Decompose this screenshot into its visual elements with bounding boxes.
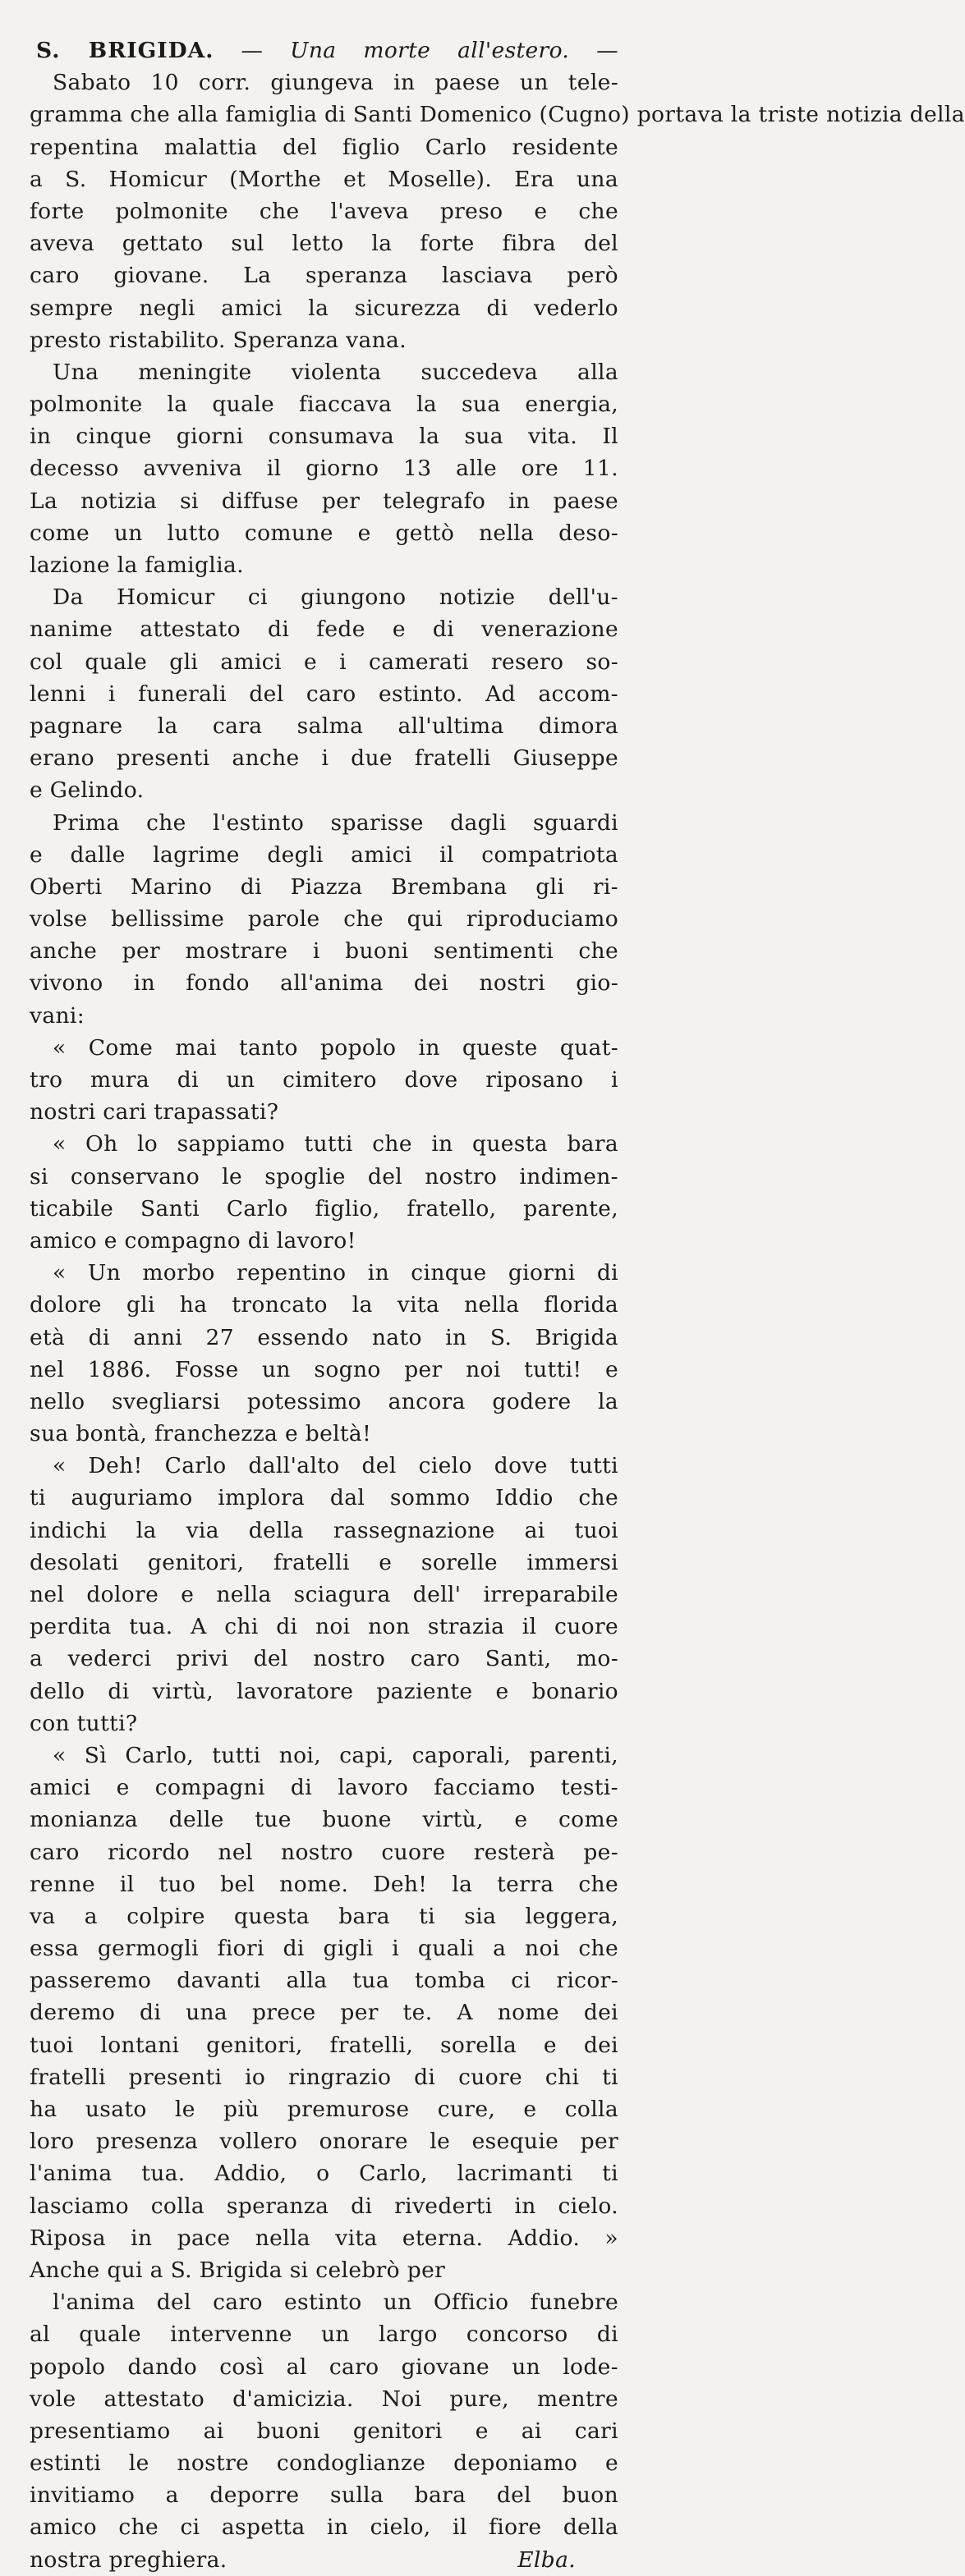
article-heading: S. BRIGIDA.	[36, 38, 214, 63]
text-line: ti auguriamo implora dal sommo Iddio che	[30, 1485, 618, 1511]
text-line: a S. Homicur (Morthe et Moselle). Era una	[30, 166, 618, 192]
text-line: deremo di una prece per te. A nome dei	[30, 2000, 618, 2026]
text-line: sua bontà, franchezza e beltà!	[30, 1421, 372, 1447]
article-body	[30, 66, 965, 2576]
text-line: Oberti Marino di Piazza Brembana gli ri-	[30, 873, 618, 900]
text-line: Una meningite violenta succedeva alla	[53, 359, 618, 385]
text-line: a vederci privi del nostro caro Santi, mo-	[30, 1646, 618, 1672]
text-line: in cinque giorni consumava la sua vita. Il	[30, 424, 618, 450]
text-line: Anche qui a S. Brigida si celebrò per	[30, 2257, 446, 2283]
text-line: dolore gli ha troncato la vita nella florida	[30, 1292, 618, 1318]
text-line: amici e compagni di lavoro facciamo testi-	[30, 1775, 618, 1801]
text-line: Sabato 10 corr. giungeva in paese un tele-	[53, 70, 618, 96]
text-line: al quale intervenne un largo concorso di	[30, 2322, 618, 2348]
text-line	[30, 2544, 618, 2576]
text-line: lasciamo colla speranza di rivederti in cielo.	[30, 2193, 618, 2219]
text-line: fratelli presenti io ringrazio di cuore chi ti	[30, 2064, 618, 2090]
text-line: passeremo davanti alla tua tomba ci ricor-	[30, 1968, 618, 1994]
text-line: desolati genitori, fratelli e sorelle immersi	[30, 1549, 618, 1575]
text-line: età di anni 27 essendo nato in S. Brigida	[30, 1324, 618, 1350]
text-line: anche per mostrare i buoni sentimenti che	[30, 938, 618, 965]
text-line: ticabile Santi Carlo figlio, fratello, parente,	[30, 1195, 618, 1222]
text-line: nel dolore e nella sciagura dell' irreparabile	[30, 1582, 618, 1607]
text-line: sempre negli amici la sicurezza di vederlo	[30, 295, 618, 321]
text-line: Prima che l'estinto sparisse dagli sguardi	[53, 809, 618, 836]
text-line: tuoi lontani genitori, fratelli, sorella e dei	[30, 2032, 618, 2058]
text-line: loro presenza vollero onorare le esequie per	[30, 2129, 618, 2155]
text-line: ha usato le più premurose cure, e colla	[30, 2097, 618, 2122]
text-line: repentina malattia del figlio Carlo residente	[30, 134, 618, 160]
text-line: presto ristabilito. Speranza vana.	[30, 327, 407, 353]
text-line: invitiamo a deporre sulla bara del buon	[30, 2482, 618, 2509]
text-line: decesso avveniva il giorno 13 alle ore 11.	[30, 456, 618, 482]
text-line: Riposa in pace nella vita eterna. Addio. »	[30, 2225, 618, 2251]
text-line: e dalle lagrime degli amici il compatriota	[30, 841, 618, 868]
text-line: l'anima del caro estinto un Officio funebre	[53, 2290, 618, 2316]
text-line: amico e compagno di lavoro!	[30, 1227, 356, 1254]
article-subtitle: Una morte all'estero.	[290, 38, 570, 63]
text-line: volse bellissime parole che qui riproduciamo	[30, 906, 618, 933]
article-signature: Elba.	[517, 2546, 576, 2573]
text-line: e Gelindo.	[30, 777, 145, 804]
text-line: indichi la via della rassegnazione ai tuoi	[30, 1517, 618, 1543]
text-line: essa germogli fiori di gigli i quali a noi che	[30, 1936, 618, 1962]
text-line: caro giovane. La speranza lasciava però	[30, 263, 618, 289]
text-line: vole attestato d'amicizia. Noi pure, mentre	[30, 2386, 618, 2412]
text-line: erano presenti anche i due fratelli Giuseppe	[30, 745, 618, 772]
text-line: l'anima tua. Addio, o Carlo, lacrimanti ti	[30, 2161, 618, 2187]
text-line: caro ricordo nel nostro cuore resterà pe-	[30, 1839, 618, 1865]
text-line: « Deh! Carlo dall'alto del cielo dove tutti	[53, 1453, 618, 1479]
text-line: renne il tuo bel nome. Deh! la terra che	[30, 1871, 618, 1897]
text-line: tro mura di un cimitero dove riposano i	[30, 1067, 618, 1093]
article-heading-line	[30, 34, 618, 66]
text-line: col quale gli amici e i camerati resero so-	[30, 649, 618, 675]
text-line: amico che ci aspetta in cielo, il fiore della	[30, 2514, 618, 2541]
text-line: aveva gettato sul letto la forte fibra del	[30, 231, 618, 257]
text-line: nello svegliarsi potessimo ancora godere la	[30, 1388, 618, 1414]
text-line: lazione la famiglia.	[30, 552, 244, 578]
text-line: Da Homicur ci giungono notizie dell'u-	[53, 584, 618, 611]
text-line: « Come mai tanto popolo in queste quat-	[53, 1034, 618, 1061]
text-line: con tutti?	[30, 1710, 138, 1736]
text-line: La notizia si diffuse per telegrafo in paese	[30, 488, 618, 514]
text-line: va a colpire questa bara ti sia leggera,	[30, 1903, 618, 1929]
text-line: come un lutto comune e gettò nella deso-	[30, 520, 618, 546]
text-line: gramma che alla famiglia di Santi Domenico (Cugno) portava la triste notizia della	[30, 102, 965, 128]
text-line: perdita tua. A chi di noi non strazia il cuore	[30, 1614, 618, 1640]
text-line: vivono in fondo all'anima dei nostri gio-	[30, 970, 618, 997]
text-line: pagnare la cara salma all'ultima dimora	[30, 713, 618, 739]
text-line: nostri cari trapassati?	[30, 1099, 279, 1125]
text-line: polmonite la quale fiaccava la sua energia,	[30, 392, 618, 418]
text-line: nanime attestato di fede e di venerazione	[30, 616, 618, 643]
text-line: popolo dando così al caro giovane un lode-	[30, 2354, 618, 2380]
text-line: forte polmonite che l'aveva preso e che	[30, 198, 618, 224]
text-line: « Un morbo repentino in cinque giorni di	[53, 1260, 618, 1286]
text-line: presentiamo ai buoni genitori e ai cari	[30, 2418, 618, 2444]
text-line: « Oh lo sappiamo tutti che in questa bara	[53, 1131, 618, 1157]
text-line-content: nostra preghiera.	[30, 2546, 227, 2573]
heading-dash-end: —	[569, 38, 618, 63]
text-line: dello di virtù, lavoratore paziente e bonario	[30, 1678, 618, 1704]
text-line: si conservano le spoglie del nostro indimen-	[30, 1163, 618, 1189]
text-line: estinti le nostre condoglianze deponiamo e	[30, 2450, 618, 2477]
text-line: vani:	[30, 1002, 85, 1029]
text-line: « Sì Carlo, tutti noi, capi, caporali, parenti,	[53, 1742, 618, 1768]
text-line: monianza delle tue buone virtù, e come	[30, 1807, 618, 1833]
text-line: nel 1886. Fosse un sogno per noi tutti! e	[30, 1356, 618, 1382]
heading-dash: —	[214, 38, 291, 63]
text-line: lenni i funerali del caro estinto. Ad accom-	[30, 681, 618, 707]
